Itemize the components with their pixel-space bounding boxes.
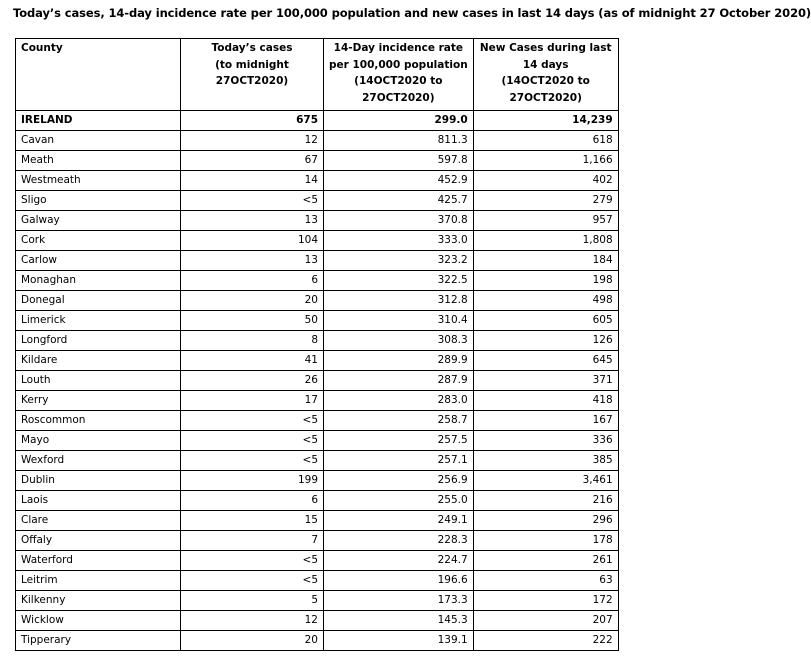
cell-new-cases: 167 xyxy=(473,411,618,431)
cell-new-cases: 207 xyxy=(473,611,618,631)
cell-todays-cases: 17 xyxy=(181,391,324,411)
cell-todays-cases: <5 xyxy=(181,551,324,571)
cell-todays-cases: 26 xyxy=(181,371,324,391)
header-county xyxy=(16,39,181,111)
cell-county: Kilkenny xyxy=(16,591,181,611)
cell-todays-cases: 67 xyxy=(181,151,324,171)
header-line: (14OCT2020 to xyxy=(501,75,590,87)
cell-incidence-rate: 255.0 xyxy=(324,491,474,511)
header-line: 14 days xyxy=(522,58,569,71)
cell-county: IRELAND xyxy=(16,111,181,131)
header-line: 27OCT2020) xyxy=(362,91,435,104)
cell-incidence-rate: 256.9 xyxy=(324,471,474,491)
cell-incidence-rate: 257.5 xyxy=(324,431,474,451)
header-line: County xyxy=(21,42,63,54)
cell-todays-cases: <5 xyxy=(181,451,324,471)
table-row xyxy=(16,211,619,231)
cell-county: Wexford xyxy=(16,451,181,471)
cell-new-cases: 63 xyxy=(473,571,618,591)
table-row xyxy=(16,411,619,431)
cell-new-cases: 126 xyxy=(473,331,618,351)
cell-new-cases: 184 xyxy=(473,251,618,271)
cell-new-cases: 618 xyxy=(473,131,618,151)
cell-new-cases: 336 xyxy=(473,431,618,451)
cell-todays-cases: 50 xyxy=(181,311,324,331)
cell-county: Galway xyxy=(16,211,181,231)
cell-incidence-rate: 299.0 xyxy=(324,111,474,131)
cell-todays-cases: 14 xyxy=(181,171,324,191)
table-row xyxy=(16,171,619,191)
cell-county: Clare xyxy=(16,511,181,531)
cell-incidence-rate: 811.3 xyxy=(324,131,474,151)
header-todays-cases xyxy=(181,39,324,111)
covid-cases-table xyxy=(15,38,619,651)
cell-incidence-rate: 310.4 xyxy=(324,311,474,331)
table-row xyxy=(16,231,619,251)
cell-incidence-rate: 289.9 xyxy=(324,351,474,371)
cell-new-cases: 498 xyxy=(473,291,618,311)
table-row xyxy=(16,391,619,411)
cell-county: Westmeath xyxy=(16,171,181,191)
cell-todays-cases: <5 xyxy=(181,411,324,431)
cell-incidence-rate: 425.7 xyxy=(324,191,474,211)
cell-todays-cases: 5 xyxy=(181,591,324,611)
cell-todays-cases: 15 xyxy=(181,511,324,531)
document-title: Today’s cases, 14-day incidence rate per 100,000 population and new cases in last 14 days (as of midnight 27 October 2020) xyxy=(13,6,811,20)
table-row xyxy=(16,351,619,371)
cell-new-cases: 418 xyxy=(473,391,618,411)
cell-todays-cases: 6 xyxy=(181,271,324,291)
cell-new-cases: 178 xyxy=(473,531,618,551)
cell-incidence-rate: 323.2 xyxy=(324,251,474,271)
cell-todays-cases: 199 xyxy=(181,471,324,491)
cell-todays-cases: 12 xyxy=(181,131,324,151)
cell-county: Waterford xyxy=(16,551,181,571)
cell-incidence-rate: 145.3 xyxy=(324,611,474,631)
cell-incidence-rate: 312.8 xyxy=(324,291,474,311)
cell-county: Tipperary xyxy=(16,631,181,651)
header-line: Today’s cases xyxy=(211,42,293,54)
cell-incidence-rate: 249.1 xyxy=(324,511,474,531)
table-row xyxy=(16,471,619,491)
cell-county: Cavan xyxy=(16,131,181,151)
table-row xyxy=(16,331,619,351)
cell-todays-cases: <5 xyxy=(181,191,324,211)
header-line: per 100,000 population xyxy=(329,58,468,71)
cell-incidence-rate: 173.3 xyxy=(324,591,474,611)
cell-todays-cases: 13 xyxy=(181,251,324,271)
cell-incidence-rate: 452.9 xyxy=(324,171,474,191)
table-row xyxy=(16,531,619,551)
table-row xyxy=(16,291,619,311)
cell-county: Wicklow xyxy=(16,611,181,631)
cell-todays-cases: 12 xyxy=(181,611,324,631)
cell-county: Louth xyxy=(16,371,181,391)
cell-county: Monaghan xyxy=(16,271,181,291)
cell-todays-cases: <5 xyxy=(181,431,324,451)
cell-incidence-rate: 322.5 xyxy=(324,271,474,291)
cell-county: Longford xyxy=(16,331,181,351)
cell-county: Limerick xyxy=(16,311,181,331)
table-row xyxy=(16,451,619,471)
cell-county: Laois xyxy=(16,491,181,511)
cell-new-cases: 198 xyxy=(473,271,618,291)
cell-new-cases: 1,808 xyxy=(473,231,618,251)
cell-county: Mayo xyxy=(16,431,181,451)
header-line: (to midnight xyxy=(215,58,289,71)
table-row xyxy=(16,631,619,651)
cell-new-cases: 296 xyxy=(473,511,618,531)
cell-incidence-rate: 287.9 xyxy=(324,371,474,391)
cell-todays-cases: 6 xyxy=(181,491,324,511)
cell-todays-cases: 675 xyxy=(181,111,324,131)
cell-new-cases: 957 xyxy=(473,211,618,231)
cell-todays-cases: 41 xyxy=(181,351,324,371)
table-row xyxy=(16,571,619,591)
table-row xyxy=(16,511,619,531)
cell-new-cases: 222 xyxy=(473,631,618,651)
cell-incidence-rate: 308.3 xyxy=(324,331,474,351)
cell-incidence-rate: 224.7 xyxy=(324,551,474,571)
cell-todays-cases: 7 xyxy=(181,531,324,551)
header-line: 27OCT2020) xyxy=(509,91,582,104)
table-row xyxy=(16,151,619,171)
cell-incidence-rate: 283.0 xyxy=(324,391,474,411)
cell-incidence-rate: 196.6 xyxy=(324,571,474,591)
cell-new-cases: 3,461 xyxy=(473,471,618,491)
cell-new-cases: 216 xyxy=(473,491,618,511)
table-row xyxy=(16,431,619,451)
cell-new-cases: 14,239 xyxy=(473,111,618,131)
table-row-total xyxy=(16,111,619,131)
cell-new-cases: 385 xyxy=(473,451,618,471)
cell-new-cases: 605 xyxy=(473,311,618,331)
cell-county: Carlow xyxy=(16,251,181,271)
cell-county: Sligo xyxy=(16,191,181,211)
cell-new-cases: 645 xyxy=(473,351,618,371)
cell-incidence-rate: 258.7 xyxy=(324,411,474,431)
cell-incidence-rate: 139.1 xyxy=(324,631,474,651)
cell-county: Cork xyxy=(16,231,181,251)
cell-new-cases: 279 xyxy=(473,191,618,211)
table-row xyxy=(16,251,619,271)
cell-county: Dublin xyxy=(16,471,181,491)
table-row xyxy=(16,271,619,291)
cell-incidence-rate: 370.8 xyxy=(324,211,474,231)
cell-incidence-rate: 257.1 xyxy=(324,451,474,471)
cell-county: Donegal xyxy=(16,291,181,311)
cell-county: Kildare xyxy=(16,351,181,371)
cell-todays-cases: 13 xyxy=(181,211,324,231)
cell-county: Kerry xyxy=(16,391,181,411)
cell-todays-cases: 20 xyxy=(181,631,324,651)
table-row xyxy=(16,591,619,611)
table-row xyxy=(16,551,619,571)
cell-county: Roscommon xyxy=(16,411,181,431)
cell-new-cases: 371 xyxy=(473,371,618,391)
header-line: 14-Day incidence rate xyxy=(333,42,464,54)
header-incidence-rate xyxy=(324,39,474,111)
table-row xyxy=(16,491,619,511)
cell-todays-cases: <5 xyxy=(181,571,324,591)
cell-new-cases: 261 xyxy=(473,551,618,571)
table-row xyxy=(16,131,619,151)
header-new-cases xyxy=(473,39,618,111)
cell-new-cases: 172 xyxy=(473,591,618,611)
cell-county: Meath xyxy=(16,151,181,171)
cell-incidence-rate: 597.8 xyxy=(324,151,474,171)
table-row xyxy=(16,611,619,631)
cell-todays-cases: 20 xyxy=(181,291,324,311)
cell-incidence-rate: 228.3 xyxy=(324,531,474,551)
cell-todays-cases: 104 xyxy=(181,231,324,251)
header-line: (14OCT2020 to xyxy=(354,75,443,87)
cell-county: Leitrim xyxy=(16,571,181,591)
header-line: New Cases during last xyxy=(479,42,612,54)
table-row xyxy=(16,191,619,211)
table-body xyxy=(16,111,619,651)
table-header-row xyxy=(16,39,619,111)
cell-todays-cases: 8 xyxy=(181,331,324,351)
header-line: 27OCT2020) xyxy=(215,75,289,87)
cell-incidence-rate: 333.0 xyxy=(324,231,474,251)
table-row xyxy=(16,371,619,391)
cell-new-cases: 1,166 xyxy=(473,151,618,171)
cell-county: Offaly xyxy=(16,531,181,551)
cell-new-cases: 402 xyxy=(473,171,618,191)
table-row xyxy=(16,311,619,331)
